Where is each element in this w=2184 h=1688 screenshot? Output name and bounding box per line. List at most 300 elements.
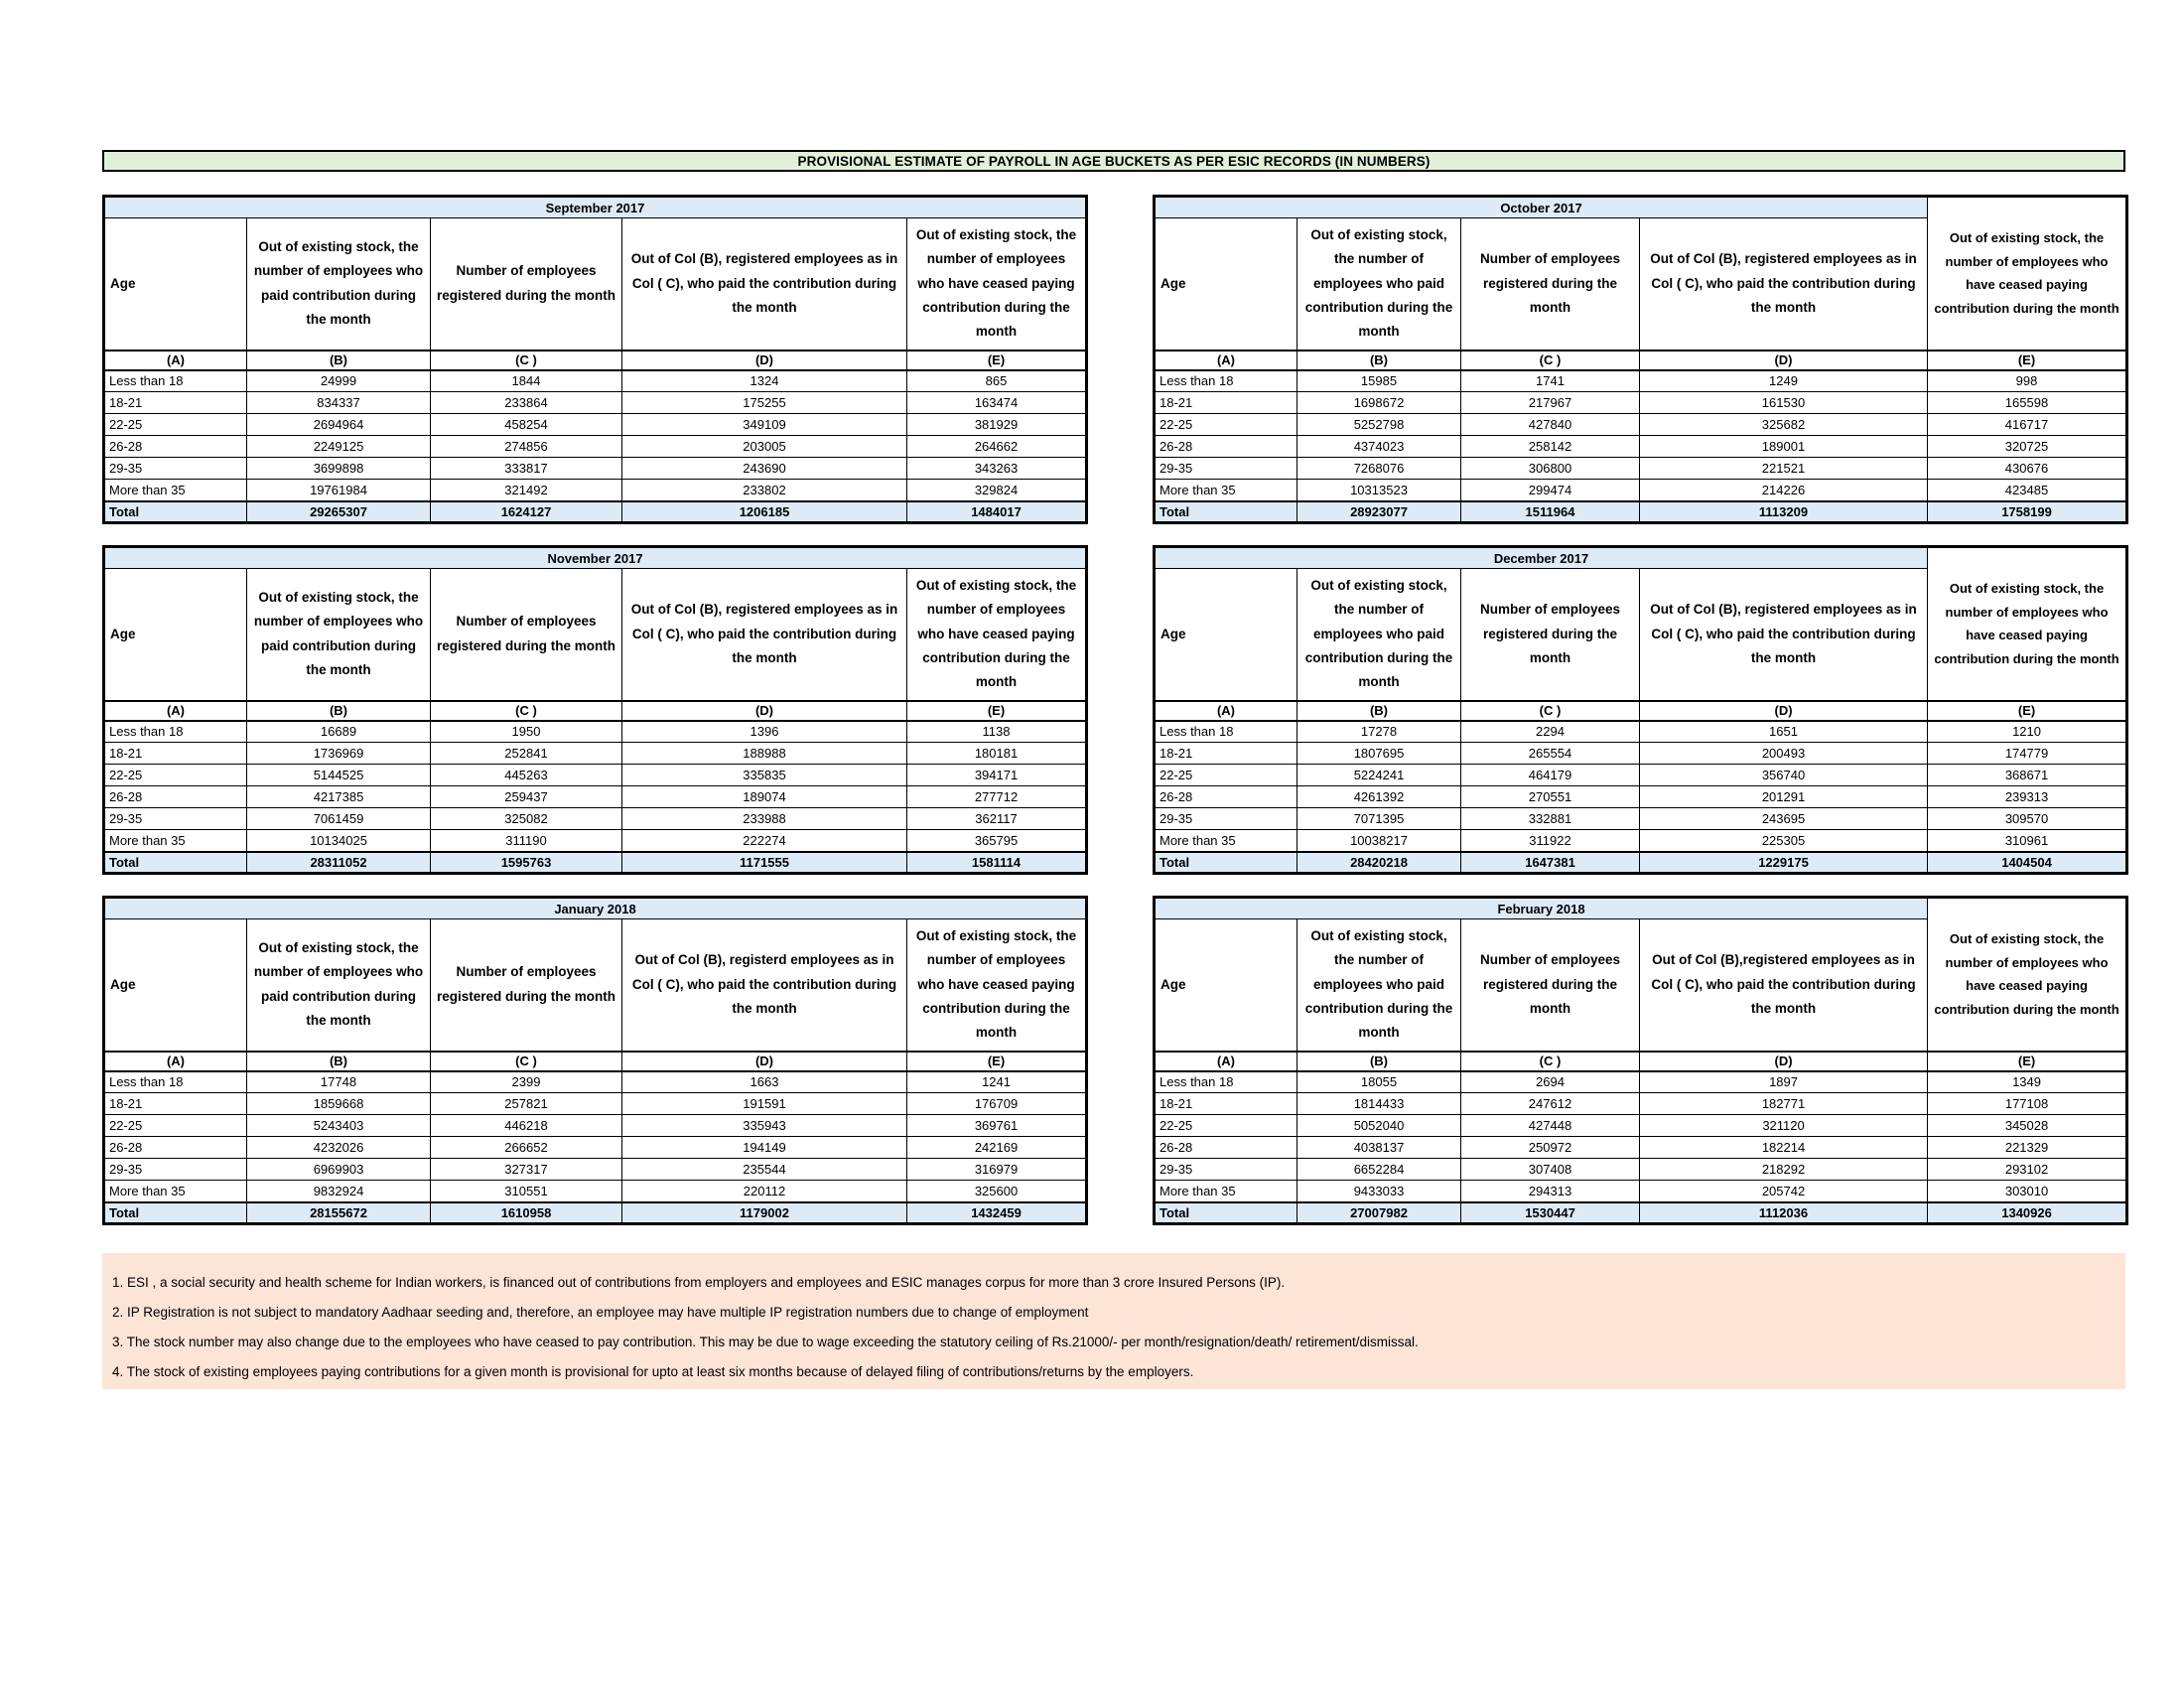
payroll-table-november-2017	[102, 545, 1088, 875]
table-row	[104, 370, 1087, 392]
payroll-table-september-2017	[102, 195, 1088, 524]
value-cell: 27007982	[1297, 1202, 1461, 1224]
value-cell: 306800	[1461, 458, 1640, 480]
value-cell: 17278	[1297, 721, 1461, 743]
value-cell: 430676	[1928, 458, 2127, 480]
value-cell: 381929	[907, 414, 1087, 436]
table-row	[1155, 808, 2127, 830]
table-row	[1155, 414, 2127, 436]
value-cell: 349109	[622, 414, 907, 436]
value-cell: 1396	[622, 721, 907, 743]
value-cell: 333817	[431, 458, 622, 480]
value-cell: 235544	[622, 1159, 907, 1181]
column-header-age: Age	[1155, 218, 1297, 351]
value-cell: 1698672	[1297, 392, 1461, 414]
value-cell: 321120	[1640, 1115, 1928, 1137]
age-cell: More than 35	[104, 830, 247, 852]
value-cell: 311190	[431, 830, 622, 852]
value-cell: 247612	[1461, 1093, 1640, 1115]
value-cell: 307408	[1461, 1159, 1640, 1181]
value-cell: 310961	[1928, 830, 2127, 852]
value-cell: 998	[1928, 370, 2127, 392]
age-cell: 26-28	[1155, 1137, 1297, 1159]
value-cell: 464179	[1461, 765, 1640, 786]
month-title: February 2018	[1155, 898, 1928, 919]
value-cell: 294313	[1461, 1181, 1640, 1202]
value-cell: 180181	[907, 743, 1087, 765]
age-cell: Less than 18	[1155, 370, 1297, 392]
value-cell: 225305	[1640, 830, 1928, 852]
table-row	[1155, 1159, 2127, 1181]
column-letter: (E)	[1928, 351, 2127, 370]
column-header-d: Out of Col (B), registered employees as in Col ( C), who paid the contribution during the month	[622, 218, 907, 351]
value-cell: 182771	[1640, 1093, 1928, 1115]
table-row	[1155, 480, 2127, 501]
value-cell: 266652	[431, 1137, 622, 1159]
column-letter: (B)	[247, 351, 431, 370]
value-cell: 9433033	[1297, 1181, 1461, 1202]
table-row	[1155, 765, 2127, 786]
value-cell: 161530	[1640, 392, 1928, 414]
column-header-b: Out of existing stock, the number of employees who paid contribution during the month	[247, 919, 431, 1052]
column-header-age: Age	[104, 919, 247, 1052]
column-letter: (B)	[247, 1052, 431, 1071]
column-letter: (B)	[247, 701, 431, 721]
total-row	[104, 852, 1087, 874]
value-cell: 257821	[431, 1093, 622, 1115]
value-cell: 222274	[622, 830, 907, 852]
column-header-c: Number of employees registered during the month	[1461, 919, 1640, 1052]
column-header-d: Out of Col (B), registered employees as in Col ( C), who paid the contribution during the month	[622, 569, 907, 701]
value-cell: 3699898	[247, 458, 431, 480]
value-cell: 189074	[622, 786, 907, 808]
column-letter: (C )	[1461, 351, 1640, 370]
footnotes-panel	[102, 1253, 2125, 1389]
column-letter: (A)	[1155, 351, 1297, 370]
age-cell: 29-35	[1155, 1159, 1297, 1181]
age-cell: Less than 18	[104, 370, 247, 392]
value-cell: 4038137	[1297, 1137, 1461, 1159]
total-row	[104, 1202, 1087, 1224]
value-cell: 1404504	[1928, 852, 2127, 874]
value-cell: 1807695	[1297, 743, 1461, 765]
column-letter: (E)	[907, 1052, 1087, 1071]
value-cell: 10134025	[247, 830, 431, 852]
column-letter: (D)	[622, 701, 907, 721]
value-cell: 5144525	[247, 765, 431, 786]
value-cell: 325682	[1640, 414, 1928, 436]
value-cell: 327317	[431, 1159, 622, 1181]
report-title: PROVISIONAL ESTIMATE OF PAYROLL IN AGE BUCKETS AS PER ESIC RECORDS (IN NUMBERS)	[102, 150, 2125, 172]
table-row	[104, 480, 1087, 501]
total-label-cell: Total	[1155, 501, 1297, 523]
age-cell: Less than 18	[1155, 721, 1297, 743]
value-cell: 188988	[622, 743, 907, 765]
age-cell: 18-21	[1155, 1093, 1297, 1115]
payroll-table-february-2018	[1153, 896, 2128, 1225]
column-letter: (D)	[622, 1052, 907, 1071]
total-label-cell: Total	[1155, 1202, 1297, 1224]
value-cell: 5243403	[247, 1115, 431, 1137]
table-row	[104, 786, 1087, 808]
value-cell: 6969903	[247, 1159, 431, 1181]
month-title: October 2017	[1155, 197, 1928, 218]
column-header-e: Out of existing stock, the number of employees who have ceased paying contribution during the month	[1928, 898, 2127, 1052]
age-cell: Less than 18	[104, 1071, 247, 1093]
value-cell: 1340926	[1928, 1202, 2127, 1224]
value-cell: 242169	[907, 1137, 1087, 1159]
value-cell: 7071395	[1297, 808, 1461, 830]
month-title: September 2017	[104, 197, 1087, 218]
column-header-c: Number of employees registered during the month	[1461, 569, 1640, 701]
value-cell: 277712	[907, 786, 1087, 808]
value-cell: 191591	[622, 1093, 907, 1115]
value-cell: 1112036	[1640, 1202, 1928, 1224]
column-letter: (A)	[104, 1052, 247, 1071]
column-letter: (E)	[1928, 701, 2127, 721]
value-cell: 189001	[1640, 436, 1928, 458]
column-header-b: Out of existing stock, the number of employees who paid contribution during the month	[247, 218, 431, 351]
value-cell: 239313	[1928, 786, 2127, 808]
value-cell: 165598	[1928, 392, 2127, 414]
value-cell: 362117	[907, 808, 1087, 830]
age-cell: 26-28	[1155, 436, 1297, 458]
value-cell: 24999	[247, 370, 431, 392]
value-cell: 6652284	[1297, 1159, 1461, 1181]
value-cell: 217967	[1461, 392, 1640, 414]
value-cell: 316979	[907, 1159, 1087, 1181]
value-cell: 18055	[1297, 1071, 1461, 1093]
value-cell: 2249125	[247, 436, 431, 458]
value-cell: 218292	[1640, 1159, 1928, 1181]
value-cell: 221329	[1928, 1137, 2127, 1159]
value-cell: 2694	[1461, 1071, 1640, 1093]
value-cell: 16689	[247, 721, 431, 743]
value-cell: 1484017	[907, 501, 1087, 523]
value-cell: 1241	[907, 1071, 1087, 1093]
value-cell: 7061459	[247, 808, 431, 830]
table-row	[104, 1115, 1087, 1137]
table-row	[1155, 1071, 2127, 1093]
value-cell: 28311052	[247, 852, 431, 874]
age-cell: Less than 18	[1155, 1071, 1297, 1093]
table-row	[104, 765, 1087, 786]
value-cell: 321492	[431, 480, 622, 501]
age-cell: 29-35	[104, 808, 247, 830]
table-row	[104, 1137, 1087, 1159]
footnote-line: 1. ESI , a social security and health scheme for Indian workers, is financed out of contributions from employers and employees and ESIC manages corpus for more than 3 crore Insured Persons (IP).	[112, 1275, 1286, 1290]
column-header-b: Out of existing stock, the number of employees who paid contribution during the month	[247, 569, 431, 701]
value-cell: 1595763	[431, 852, 622, 874]
value-cell: 5252798	[1297, 414, 1461, 436]
table-row	[1155, 721, 2127, 743]
value-cell: 299474	[1461, 480, 1640, 501]
age-cell: 22-25	[104, 414, 247, 436]
value-cell: 250972	[1461, 1137, 1640, 1159]
column-letter: (D)	[1640, 1052, 1928, 1071]
age-cell: 29-35	[104, 458, 247, 480]
column-letter: (D)	[1640, 701, 1928, 721]
value-cell: 1349	[1928, 1071, 2127, 1093]
value-cell: 1249	[1640, 370, 1928, 392]
table-row	[104, 436, 1087, 458]
table-row	[104, 830, 1087, 852]
value-cell: 1324	[622, 370, 907, 392]
value-cell: 293102	[1928, 1159, 2127, 1181]
value-cell: 4217385	[247, 786, 431, 808]
value-cell: 1171555	[622, 852, 907, 874]
value-cell: 369761	[907, 1115, 1087, 1137]
total-label-cell: Total	[104, 1202, 247, 1224]
column-header-age: Age	[1155, 919, 1297, 1052]
column-header-d: Out of Col (B), registered employees as in Col ( C), who paid the contribution during the month	[1640, 569, 1928, 701]
footnote-line: 3. The stock number may also change due to the employees who have ceased to pay contribution. This may be due to wage exceeding the statutory ceiling of Rs.21000/- per month/resignation/death/ retirement/dismissal.	[112, 1335, 1419, 1349]
table-row	[1155, 786, 2127, 808]
value-cell: 446218	[431, 1115, 622, 1137]
column-header-c: Number of employees registered during the month	[431, 919, 622, 1052]
table-row	[104, 808, 1087, 830]
table-row	[1155, 436, 2127, 458]
column-letter: (A)	[104, 701, 247, 721]
column-header-e: Out of existing stock, the number of employees who have ceased paying contribution during the month	[1928, 547, 2127, 701]
value-cell: 427448	[1461, 1115, 1640, 1137]
column-header-d: Out of Col (B), registered employees as in Col ( C), who paid the contribution during the month	[1640, 218, 1928, 351]
value-cell: 1511964	[1461, 501, 1640, 523]
column-letter: (D)	[1640, 351, 1928, 370]
age-cell: 18-21	[104, 392, 247, 414]
value-cell: 834337	[247, 392, 431, 414]
value-cell: 394171	[907, 765, 1087, 786]
age-cell: 26-28	[104, 436, 247, 458]
value-cell: 233802	[622, 480, 907, 501]
value-cell: 233864	[431, 392, 622, 414]
column-header-d: Out of Col (B), registerd employees as in Col ( C), who paid the contribution during the month	[622, 919, 907, 1052]
value-cell: 1432459	[907, 1202, 1087, 1224]
value-cell: 1897	[1640, 1071, 1928, 1093]
column-header-c: Number of employees registered during the month	[1461, 218, 1640, 351]
age-cell: 26-28	[1155, 786, 1297, 808]
table-row	[1155, 392, 2127, 414]
value-cell: 10038217	[1297, 830, 1461, 852]
value-cell: 368671	[1928, 765, 2127, 786]
age-cell: 22-25	[1155, 414, 1297, 436]
age-cell: More than 35	[104, 1181, 247, 1202]
value-cell: 175255	[622, 392, 907, 414]
value-cell: 163474	[907, 392, 1087, 414]
footnote-line: 4. The stock of existing employees paying contributions for a given month is provisional for upto at least six months because of delayed filing of contributions/returns by the employers.	[112, 1364, 1194, 1379]
value-cell: 335835	[622, 765, 907, 786]
value-cell: 221521	[1640, 458, 1928, 480]
value-cell: 17748	[247, 1071, 431, 1093]
column-header-age: Age	[104, 569, 247, 701]
value-cell: 233988	[622, 808, 907, 830]
age-cell: 18-21	[104, 743, 247, 765]
column-letter: (E)	[1928, 1052, 2127, 1071]
table-row	[1155, 1093, 2127, 1115]
value-cell: 274856	[431, 436, 622, 458]
value-cell: 1758199	[1928, 501, 2127, 523]
column-letter: (E)	[907, 701, 1087, 721]
table-row	[1155, 743, 2127, 765]
value-cell: 28155672	[247, 1202, 431, 1224]
value-cell: 1844	[431, 370, 622, 392]
value-cell: 1610958	[431, 1202, 622, 1224]
value-cell: 1229175	[1640, 852, 1928, 874]
value-cell: 174779	[1928, 743, 2127, 765]
age-cell: 22-25	[104, 765, 247, 786]
column-header-b: Out of existing stock, the number of employees who paid contribution during the month	[1297, 569, 1461, 701]
value-cell: 1206185	[622, 501, 907, 523]
value-cell: 28420218	[1297, 852, 1461, 874]
value-cell: 1530447	[1461, 1202, 1640, 1224]
column-header-age: Age	[104, 218, 247, 351]
value-cell: 332881	[1461, 808, 1640, 830]
month-title: November 2017	[104, 547, 1087, 569]
value-cell: 325082	[431, 808, 622, 830]
value-cell: 303010	[1928, 1181, 2127, 1202]
value-cell: 309570	[1928, 808, 2127, 830]
column-letter: (C )	[431, 1052, 622, 1071]
value-cell: 427840	[1461, 414, 1640, 436]
age-cell: 29-35	[104, 1159, 247, 1181]
age-cell: 22-25	[1155, 1115, 1297, 1137]
column-header-e: Out of existing stock, the number of employees who have ceased paying contribution during the month	[907, 569, 1087, 701]
column-letter: (C )	[1461, 701, 1640, 721]
value-cell: 194149	[622, 1137, 907, 1159]
value-cell: 1859668	[247, 1093, 431, 1115]
value-cell: 1581114	[907, 852, 1087, 874]
value-cell: 310551	[431, 1181, 622, 1202]
table-row	[104, 721, 1087, 743]
value-cell: 329824	[907, 480, 1087, 501]
column-letter: (A)	[1155, 701, 1297, 721]
value-cell: 1179002	[622, 1202, 907, 1224]
value-cell: 5224241	[1297, 765, 1461, 786]
month-title: December 2017	[1155, 547, 1928, 569]
value-cell: 243695	[1640, 808, 1928, 830]
column-letter: (C )	[431, 701, 622, 721]
total-label-cell: Total	[104, 501, 247, 523]
value-cell: 311922	[1461, 830, 1640, 852]
value-cell: 1624127	[431, 501, 622, 523]
value-cell: 214226	[1640, 480, 1928, 501]
value-cell: 220112	[622, 1181, 907, 1202]
value-cell: 423485	[1928, 480, 2127, 501]
table-row	[1155, 1181, 2127, 1202]
value-cell: 10313523	[1297, 480, 1461, 501]
total-label-cell: Total	[1155, 852, 1297, 874]
age-cell: Less than 18	[104, 721, 247, 743]
table-row	[104, 458, 1087, 480]
column-header-d: Out of Col (B),registered employees as in Col ( C), who paid the contribution during the month	[1640, 919, 1928, 1052]
value-cell: 177108	[1928, 1093, 2127, 1115]
age-cell: 26-28	[104, 1137, 247, 1159]
table-row	[104, 1181, 1087, 1202]
value-cell: 200493	[1640, 743, 1928, 765]
value-cell: 343263	[907, 458, 1087, 480]
value-cell: 416717	[1928, 414, 2127, 436]
value-cell: 19761984	[247, 480, 431, 501]
value-cell: 1210	[1928, 721, 2127, 743]
column-header-b: Out of existing stock, the number of employees who paid contribution during the month	[1297, 919, 1461, 1052]
month-title: January 2018	[104, 898, 1087, 919]
value-cell: 243690	[622, 458, 907, 480]
column-letter: (E)	[907, 351, 1087, 370]
table-row	[104, 392, 1087, 414]
column-letter: (D)	[622, 351, 907, 370]
age-cell: 29-35	[1155, 808, 1297, 830]
column-header-age: Age	[1155, 569, 1297, 701]
age-cell: More than 35	[1155, 830, 1297, 852]
payroll-table-october-2017	[1153, 195, 2128, 524]
total-row	[1155, 852, 2127, 874]
value-cell: 264662	[907, 436, 1087, 458]
column-letter: (C )	[1461, 1052, 1640, 1071]
column-header-e: Out of existing stock, the number of employees who have ceased paying contribution during the month	[907, 919, 1087, 1052]
value-cell: 2694964	[247, 414, 431, 436]
column-letter: (A)	[1155, 1052, 1297, 1071]
column-letter: (B)	[1297, 701, 1461, 721]
value-cell: 7268076	[1297, 458, 1461, 480]
total-label-cell: Total	[104, 852, 247, 874]
value-cell: 865	[907, 370, 1087, 392]
value-cell: 445263	[431, 765, 622, 786]
value-cell: 356740	[1640, 765, 1928, 786]
column-letter: (A)	[104, 351, 247, 370]
age-cell: 18-21	[104, 1093, 247, 1115]
value-cell: 1736969	[247, 743, 431, 765]
value-cell: 1651	[1640, 721, 1928, 743]
age-cell: 22-25	[1155, 765, 1297, 786]
footnote-line: 2. IP Registration is not subject to mandatory Aadhaar seeding and, therefore, an employee may have multiple IP registration numbers due to change of employment	[112, 1305, 1089, 1320]
value-cell: 1950	[431, 721, 622, 743]
value-cell: 28923077	[1297, 501, 1461, 523]
age-cell: 26-28	[104, 786, 247, 808]
value-cell: 4232026	[247, 1137, 431, 1159]
value-cell: 2399	[431, 1071, 622, 1093]
value-cell: 270551	[1461, 786, 1640, 808]
column-letter: (B)	[1297, 1052, 1461, 1071]
value-cell: 335943	[622, 1115, 907, 1137]
value-cell: 325600	[907, 1181, 1087, 1202]
total-row	[104, 501, 1087, 523]
column-header-b: Out of existing stock, the number of employees who paid contribution during the month	[1297, 218, 1461, 351]
value-cell: 4374023	[1297, 436, 1461, 458]
value-cell: 1814433	[1297, 1093, 1461, 1115]
column-header-e: Out of existing stock, the number of employees who have ceased paying contribution during the month	[1928, 197, 2127, 351]
value-cell: 1663	[622, 1071, 907, 1093]
value-cell: 252841	[431, 743, 622, 765]
total-row	[1155, 1202, 2127, 1224]
column-header-c: Number of employees registered during the month	[431, 218, 622, 351]
value-cell: 4261392	[1297, 786, 1461, 808]
value-cell: 29265307	[247, 501, 431, 523]
value-cell: 365795	[907, 830, 1087, 852]
column-letter: (B)	[1297, 351, 1461, 370]
value-cell: 201291	[1640, 786, 1928, 808]
value-cell: 2294	[1461, 721, 1640, 743]
age-cell: 29-35	[1155, 458, 1297, 480]
table-row	[104, 743, 1087, 765]
value-cell: 345028	[1928, 1115, 2127, 1137]
value-cell: 258142	[1461, 436, 1640, 458]
column-header-c: Number of employees registered during the month	[431, 569, 622, 701]
value-cell: 1113209	[1640, 501, 1928, 523]
value-cell: 1741	[1461, 370, 1640, 392]
value-cell: 458254	[431, 414, 622, 436]
payroll-table-december-2017	[1153, 545, 2128, 875]
value-cell: 205742	[1640, 1181, 1928, 1202]
